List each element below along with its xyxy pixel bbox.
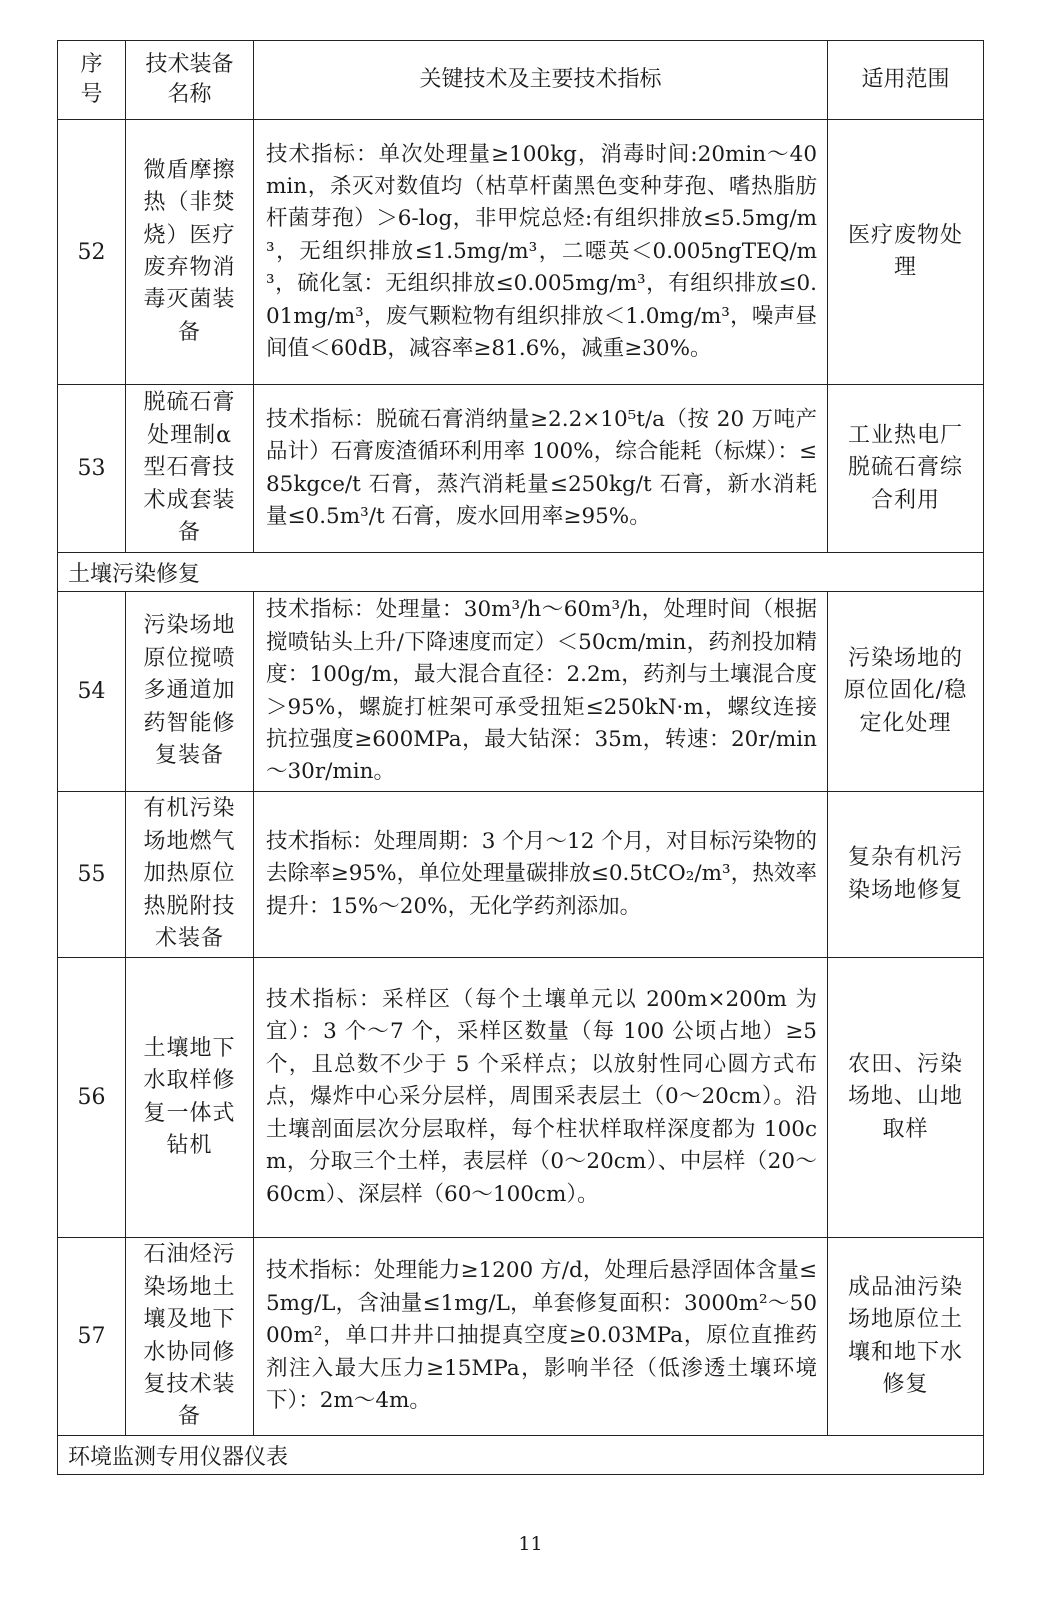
section-row-monitor: [58, 1436, 984, 1475]
row-tech-spec: 技术指标：处理周期：3 个月～12 个月，对目标污染物的去除率≥95%，单位处理量碳排放≤0.5tCO₂/m³，热效率提升：15%～20%，无化学药剂添加。: [254, 792, 828, 958]
section-title-monitor: 环境监测专用仪器仪表: [58, 1436, 984, 1475]
row-seq: 55: [58, 792, 126, 958]
table-row: [58, 958, 984, 1238]
equipment-table: [57, 40, 984, 1475]
section-title-soil: 土壤污染修复: [58, 553, 984, 592]
row-tech-spec: 技术指标：采样区（每个土壤单元以 200m×200m 为宜）：3 个～7 个，采样区数量（每 100 公顷占地）≥5 个，且总数不少于 5 个采样点；以放射性同心圆方式布点，爆炸中心采分层样，周围采表层土（0～20cm）。沿土壤剖面层次分层取样，每个柱状样取样深度都为 100cm，分取三个土样，表层样（0～20cm）、中层样（20～60cm）、深层样（60～100cm）。: [254, 958, 828, 1238]
row-scope: 工业热电厂脱硫石膏综合利用: [828, 385, 984, 553]
row-seq: 52: [58, 120, 126, 385]
row-seq: 53: [58, 385, 126, 553]
row-seq: 56: [58, 958, 126, 1238]
header-seq: 序号: [58, 41, 126, 120]
table-row: [58, 385, 984, 553]
header-tech: 关键技术及主要技术指标: [254, 41, 828, 120]
table-row: [58, 120, 984, 385]
row-scope: 复杂有机污染场地修复: [828, 792, 984, 958]
row-seq: 54: [58, 592, 126, 792]
row-equipment-name: 土壤地下水取样修复一体式钻机: [126, 958, 254, 1238]
row-equipment-name: 脱硫石膏处理制α型石膏技术成套装备: [126, 385, 254, 553]
row-scope: 农田、污染场地、山地取样: [828, 958, 984, 1238]
table-row: [58, 792, 984, 958]
row-tech-spec: 技术指标：脱硫石膏消纳量≥2.2×10⁵t/a（按 20 万吨产品计）石膏废渣循环利用率 100%，综合能耗（标煤）：≤85kgce/t 石膏，蒸汽消耗量≤250kg/t 石膏，新水消耗量≤0.5m³/t 石膏，废水回用率≥95%。: [254, 385, 828, 553]
row-scope: 成品油污染场地原位土壤和地下水修复: [828, 1238, 984, 1436]
header-name: 技术装备名称: [126, 41, 254, 120]
row-equipment-name: 石油烃污染场地土壤及地下水协同修复技术装备: [126, 1238, 254, 1436]
header-scope: 适用范围: [828, 41, 984, 120]
page-number: 11: [518, 1533, 543, 1555]
section-row-soil: [58, 553, 984, 592]
table-row: [58, 592, 984, 792]
row-equipment-name: 微盾摩擦热（非焚烧）医疗废弃物消毒灭菌装备: [126, 120, 254, 385]
row-tech-spec: 技术指标：处理能力≥1200 方/d，处理后悬浮固体含量≤5mg/L，含油量≤1mg/L，单套修复面积：3000m²～5000m²，单口井井口抽提真空度≥0.03MPa，原位直推药剂注入最大压力≥15MPa，影响半径（低渗透土壤环境下）：2m～4m。: [254, 1238, 828, 1436]
row-seq: 57: [58, 1238, 126, 1436]
row-tech-spec: 技术指标：单次处理量≥100kg，消毒时间:20min～40min，杀灭对数值均（枯草杆菌黑色变种芽孢、嗜热脂肪杆菌芽孢）＞6-log，非甲烷总烃:有组织排放≤5.5mg/m³，无组织排放≤1.5mg/m³，二噁英＜0.005ngTEQ/m³，硫化氢：无组织排放≤0.005mg/m³，有组织排放≤0.01mg/m³，废气颗粒物有组织排放＜1.0mg/m³，噪声昼间值＜60dB，减容率≥81.6%，减重≥30%。: [254, 120, 828, 385]
row-tech-spec: 技术指标：处理量：30m³/h～60m³/h，处理时间（根据搅喷钻头上升/下降速度而定）＜50cm/min，药剂投加精度：100g/m，最大混合直径：2.2m，药剂与土壤混合度＞95%，螺旋打桩架可承受扭矩≤250kN·m，螺纹连接抗拉强度≥600MPa，最大钻深：35m，转速：20r/min～30r/min。: [254, 592, 828, 792]
row-equipment-name: 有机污染场地燃气加热原位热脱附技术装备: [126, 792, 254, 958]
row-scope: 污染场地的原位固化/稳定化处理: [828, 592, 984, 792]
row-scope: 医疗废物处理: [828, 120, 984, 385]
row-equipment-name: 污染场地原位搅喷多通道加药智能修复装备: [126, 592, 254, 792]
table-header-row: [58, 41, 984, 120]
table-row: [58, 1238, 984, 1436]
